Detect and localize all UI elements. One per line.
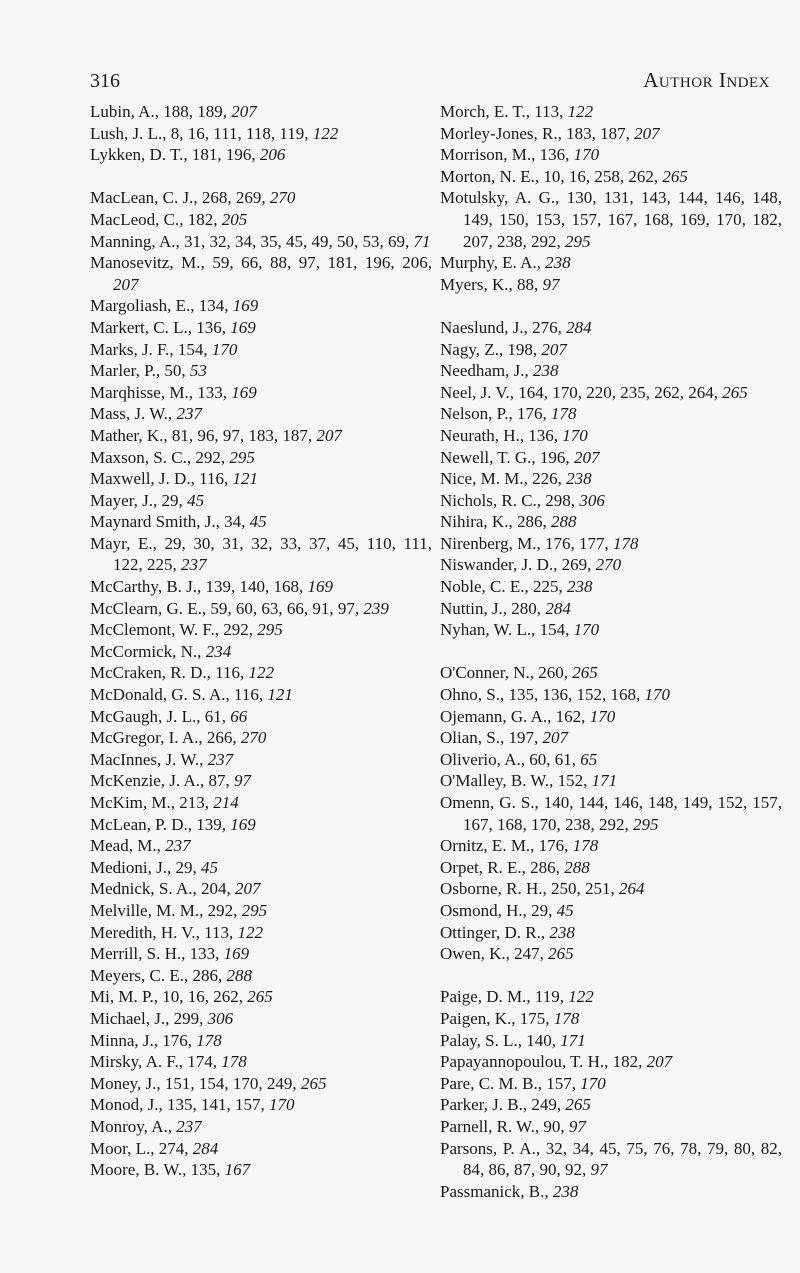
entry-text: Neurath, H., 136, [440, 425, 563, 445]
entry-italic-page: 167 [224, 1160, 251, 1180]
entry-italic-page: 265 [565, 1095, 591, 1115]
entry-text: Lubin, A., 188, 189, [90, 102, 232, 121]
entry-italic-page: 238 [567, 577, 593, 597]
entry-text: McClemont, W. F., 292, [90, 620, 258, 640]
entry-text: McCormick, N., [90, 641, 206, 661]
entry-italic-page: 170 [268, 1095, 295, 1115]
entry-text: MacLeod, C., 182, [90, 209, 222, 229]
entry-italic-page: 237 [176, 1116, 202, 1136]
page-number: 316 [90, 70, 120, 92]
entry-italic-page: 295 [257, 620, 283, 640]
entry-italic-page: 265 [662, 166, 688, 186]
entry-italic-page: 288 [226, 965, 252, 985]
entry-italic-page: 45 [187, 490, 205, 510]
letter-group-gap [90, 166, 432, 188]
entry-text: Naeslund, J., 276, [440, 317, 567, 337]
index-entry [440, 900, 782, 922]
index-entry [90, 447, 432, 469]
index-entry [440, 554, 782, 576]
entry-text: McCarthy, B. J., 139, 140, 168, [90, 577, 308, 597]
entry-italic-page: 206 [259, 145, 286, 165]
index-entry [440, 770, 782, 792]
entry-italic-page: 207 [542, 728, 568, 748]
entry-italic-page: 234 [205, 641, 232, 661]
entry-italic-page: 237 [207, 749, 234, 769]
index-entry [90, 749, 432, 771]
index-entry [90, 641, 432, 663]
entry-italic-page: 265 [300, 1073, 327, 1093]
entry-text: McCraken, R. D., 116, [90, 663, 249, 683]
index-entry [90, 965, 432, 987]
entry-text: Niswander, J. D., 269, [440, 555, 596, 575]
entry-italic-page: 178 [553, 1008, 580, 1028]
entry-text: Neel, J. V., 164, 170, 220, 235, 262, 264, [440, 382, 723, 402]
entry-text: Marler, P., 50, [90, 361, 190, 381]
index-entry [440, 662, 782, 684]
index-entry [90, 231, 432, 253]
entry-italic-page: 122 [248, 663, 274, 683]
index-entry [440, 706, 782, 728]
index-entry [90, 900, 432, 922]
entry-text: Morch, E. T., 113, [440, 102, 568, 121]
entry-text: Marqhisse, M., 133, [90, 382, 232, 402]
entry-italic-page: 170 [644, 685, 670, 705]
entry-text: Mead, M., [90, 836, 166, 856]
entry-text: Mi, M. P., 10, 16, 262, [90, 987, 248, 1007]
entry-text: Monod, J., 135, 141, 157, [90, 1095, 269, 1115]
index-entry [90, 360, 432, 382]
entry-text: Minna, J., 176, [90, 1030, 197, 1050]
entry-text: Mather, K., 81, 96, 97, 183, 187, [90, 425, 317, 445]
entry-text: Motulsky, A. G., 130, 131, 143, 144, 146, 148, 149, 150, 153, 157, 167, 168, 169, 170, 182, 207, 238, 292, [440, 188, 782, 251]
entry-italic-page: 169 [230, 814, 256, 834]
entry-text: O'Conner, N., 260, [440, 663, 573, 683]
index-entry [90, 144, 432, 166]
entry-text: Olian, S., 197, [440, 728, 543, 748]
entry-text: Morley-Jones, R., 183, 187, [440, 123, 635, 143]
entry-text: Orpet, R. E., 286, [440, 857, 565, 877]
entry-italic-page: 270 [240, 728, 267, 748]
index-entry [440, 878, 782, 900]
index-entry [90, 1094, 432, 1116]
index-entry [90, 598, 432, 620]
index-entry [90, 1138, 432, 1160]
entry-italic-page: 53 [189, 361, 207, 381]
entry-italic-page: 121 [232, 469, 258, 489]
entry-italic-page: 97 [234, 771, 252, 791]
index-entry [90, 943, 432, 965]
entry-text: Papayannopoulou, T. H., 182, [440, 1052, 647, 1072]
entry-italic-page: 284 [566, 317, 592, 337]
index-entry [440, 943, 782, 965]
entry-italic-page: 66 [230, 706, 248, 726]
entry-text: Ojemann, G. A., 162, [440, 706, 590, 726]
entry-italic-page: 238 [552, 1181, 579, 1201]
entry-text: Mayer, J., 29, [90, 490, 188, 510]
index-entry [440, 274, 782, 296]
entry-text: Medioni, J., 29, [90, 857, 201, 877]
entry-italic-page: 207 [316, 425, 342, 445]
entry-italic-page: 306 [579, 490, 605, 510]
index-entry [440, 1073, 782, 1095]
entry-text: Nelson, P., 176, [440, 404, 551, 424]
entry-text: Murphy, E. A., [440, 253, 546, 273]
entry-italic-page: 169 [307, 577, 334, 597]
index-entry [440, 857, 782, 879]
entry-italic-page: 170 [580, 1073, 606, 1093]
index-entry [90, 878, 432, 900]
entry-italic-page: 169 [230, 317, 256, 337]
entry-text: Nihira, K., 286, [440, 512, 551, 532]
entry-text: Mirsky, A. F., 174, [90, 1052, 222, 1072]
entry-italic-page: 122 [312, 123, 339, 143]
entry-italic-page: 284 [192, 1138, 219, 1158]
entry-text: Moor, L., 274, [90, 1138, 193, 1158]
entry-text: Osborne, R. H., 250, 251, [440, 879, 619, 899]
entry-text: Noble, C. E., 225, [440, 577, 568, 597]
entry-italic-page: 205 [221, 209, 248, 229]
entry-italic-page: 238 [533, 361, 559, 381]
entry-text: Parnell, R. W., 90, [440, 1116, 569, 1136]
entry-text: Morrison, M., 136, [440, 145, 574, 165]
index-entry [90, 576, 432, 598]
entry-italic-page: 207 [646, 1052, 673, 1072]
index-entry [440, 533, 782, 555]
index-entry [440, 339, 782, 361]
index-entry [90, 123, 432, 145]
index-entry [440, 598, 782, 620]
entry-text: Ornitz, E. M., 176, [440, 836, 573, 856]
entry-text: Nichols, R. C., 298, [440, 490, 580, 510]
index-entry [440, 1181, 782, 1203]
index-entry [440, 360, 782, 382]
entry-text: Passmanick, B., [440, 1181, 553, 1201]
entry-italic-page: 270 [595, 555, 622, 575]
entry-text: Meredith, H. V., 113, [90, 922, 238, 942]
entry-text: Oliverio, A., 60, 61, [440, 749, 581, 769]
entry-text: Parsons, P. A., 32, 34, 45, 75, 76, 78, 79, 80, 82, 84, 86, 87, 90, 92, [440, 1138, 782, 1180]
entry-italic-page: 207 [634, 123, 660, 143]
index-entry [90, 835, 432, 857]
index-entry [90, 187, 432, 209]
entry-text: Mass, J. W., [90, 404, 177, 424]
entry-text: Marks, J. F., 154, [90, 339, 212, 359]
index-entry [90, 1030, 432, 1052]
entry-text: Needham, J., [440, 361, 534, 381]
entry-italic-page: 207 [541, 339, 567, 359]
index-entry [90, 403, 432, 425]
index-entry [90, 339, 432, 361]
entry-text: Meyers, C. E., 286, [90, 965, 227, 985]
index-entry [90, 662, 432, 684]
index-entry [440, 101, 782, 123]
entry-italic-page: 238 [545, 253, 571, 273]
entry-italic-page: 122 [237, 922, 263, 942]
index-entry [440, 447, 782, 469]
index-entry [440, 619, 782, 641]
index-entry [440, 727, 782, 749]
entry-text: McClearn, G. E., 59, 60, 63, 66, 91, 97, [90, 598, 364, 618]
entry-italic-page: 178 [221, 1052, 247, 1072]
entry-italic-page: 207 [231, 102, 257, 121]
index-entry [440, 317, 782, 339]
entry-text: Nuttin, J., 280, [440, 598, 546, 618]
entry-italic-page: 171 [560, 1030, 586, 1050]
entry-italic-page: 237 [176, 404, 202, 424]
index-entry [440, 792, 782, 835]
index-entry [440, 1138, 782, 1181]
entry-text: Maxson, S. C., 292, [90, 447, 230, 467]
index-entry [90, 1159, 432, 1181]
entry-text: MacInnes, J. W., [90, 749, 208, 769]
entry-italic-page: 169 [223, 944, 250, 964]
entry-text: Ohno, S., 135, 136, 152, 168, [440, 685, 645, 705]
entry-italic-page: 170 [562, 425, 588, 445]
entry-text: McDonald, G. S. A., 116, [90, 685, 268, 705]
index-entry [440, 144, 782, 166]
index-entry [440, 922, 782, 944]
entry-italic-page: 169 [231, 382, 257, 402]
entry-text: Merrill, S. H., 133, [90, 944, 224, 964]
entry-italic-page: 239 [363, 598, 389, 618]
entry-italic-page: 170 [589, 706, 616, 726]
entry-text: Paige, D. M., 119, [440, 987, 569, 1007]
entry-text: Omenn, G. S., 140, 144, 146, 148, 149, 152, 157, 167, 168, 170, 238, 292, [440, 793, 782, 834]
entry-text: Manning, A., 31, 32, 34, 35, 45, 49, 50, 53, 69, [90, 231, 414, 251]
entry-italic-page: 284 [545, 598, 571, 618]
index-entry [90, 1116, 432, 1138]
index-entry [90, 1051, 432, 1073]
entry-text: Nyhan, W. L., 154, [440, 620, 574, 640]
entry-text: Maxwell, J. D., 116, [90, 469, 233, 489]
index-entry [440, 403, 782, 425]
index-entry [90, 770, 432, 792]
entry-text: Parker, J. B., 249, [440, 1095, 566, 1115]
index-entry [90, 619, 432, 641]
entry-italic-page: 97 [590, 1160, 608, 1180]
entry-text: Nagy, Z., 198, [440, 339, 542, 359]
running-title: Author Index [643, 68, 770, 92]
index-entry [440, 123, 782, 145]
entry-italic-page: 265 [572, 663, 598, 683]
index-entry [440, 684, 782, 706]
index-entry [440, 468, 782, 490]
entry-italic-page: 171 [591, 771, 618, 791]
entry-italic-page: 288 [564, 857, 590, 877]
index-entry [90, 533, 432, 576]
entry-italic-page: 45 [249, 512, 267, 532]
entry-italic-page: 207 [573, 447, 600, 467]
entry-text: Lykken, D. T., 181, 196, [90, 145, 260, 165]
index-entry [440, 490, 782, 512]
entry-italic-page: 170 [211, 339, 238, 359]
entry-text: O'Malley, B. W., 152, [440, 771, 592, 791]
index-entry [90, 727, 432, 749]
entry-text: Maynard Smith, J., 34, [90, 512, 250, 532]
letter-group-gap [440, 965, 782, 987]
entry-text: Moore, B. W., 135, [90, 1160, 225, 1180]
index-entry [90, 382, 432, 404]
entry-italic-page: 295 [229, 447, 255, 467]
entry-italic-page: 178 [550, 404, 577, 424]
index-entry [440, 986, 782, 1008]
entry-italic-page: 265 [548, 944, 574, 964]
index-entry [90, 511, 432, 533]
index-entry [90, 857, 432, 879]
entry-text: Newell, T. G., 196, [440, 447, 574, 467]
entry-text: Myers, K., 88, [440, 274, 543, 294]
entry-italic-page: 45 [200, 857, 218, 877]
index-entry [440, 252, 782, 274]
entry-italic-page: 264 [618, 879, 645, 899]
entry-text: McGaugh, J. L., 61, [90, 706, 231, 726]
index-entry [440, 835, 782, 857]
entry-text: Melville, M. M., 292, [90, 900, 242, 920]
entry-italic-page: 207 [234, 879, 261, 899]
letter-group-gap [440, 641, 782, 663]
entry-text: Mednick, S. A., 204, [90, 879, 235, 899]
entry-text: Owen, K., 247, [440, 944, 549, 964]
entry-text: McKim, M., 213, [90, 793, 214, 812]
entry-italic-page: 97 [568, 1116, 586, 1136]
entry-text: Palay, S. L., 140, [440, 1030, 561, 1050]
entry-text: Markert, C. L., 136, [90, 317, 231, 337]
entry-text: McKenzie, J. A., 87, [90, 771, 235, 791]
entry-text: MacLean, C. J., 268, 269, [90, 188, 270, 208]
entry-text: Nirenberg, M., 176, 177, [440, 533, 613, 553]
entry-italic-page: 238 [549, 922, 575, 942]
index-column-left [90, 101, 432, 1181]
index-entry [90, 101, 432, 123]
entry-italic-page: 71 [413, 231, 431, 251]
entry-text: Ottinger, D. R., [440, 922, 550, 942]
index-entry [90, 1073, 432, 1095]
index-entry [90, 684, 432, 706]
index-entry [90, 317, 432, 339]
index-entry [90, 1008, 432, 1030]
entry-italic-page: 65 [580, 749, 598, 769]
entry-text: Osmond, H., 29, [440, 900, 557, 920]
entry-text: Mayr, E., 29, 30, 31, 32, 33, 37, 45, 110, 111, 122, 225, [90, 533, 432, 575]
entry-text: Pare, C. M. B., 157, [440, 1073, 581, 1093]
index-entry [90, 295, 432, 317]
index-entry [90, 986, 432, 1008]
entry-italic-page: 237 [165, 836, 191, 856]
index-entry [440, 511, 782, 533]
entry-text: Morton, N. E., 10, 16, 258, 262, [440, 166, 663, 186]
index-entry [440, 1030, 782, 1052]
entry-text: McGregor, I. A., 266, [90, 728, 241, 748]
index-entry [440, 1116, 782, 1138]
index-entry [90, 792, 432, 814]
entry-italic-page: 45 [556, 900, 574, 920]
entry-text: Paigen, K., 175, [440, 1008, 554, 1028]
index-entry [90, 814, 432, 836]
entry-text: McLean, P. D., 139, [90, 814, 231, 834]
entry-italic-page: 238 [566, 469, 592, 489]
entry-italic-page: 122 [568, 987, 594, 1007]
entry-text: Money, J., 151, 154, 170, 249, [90, 1073, 301, 1093]
index-entry [440, 187, 782, 252]
index-entry [440, 1094, 782, 1116]
entry-italic-page: 121 [267, 685, 293, 705]
entry-italic-page: 288 [550, 512, 577, 532]
entry-italic-page: 265 [247, 987, 273, 1007]
entry-italic-page: 178 [572, 836, 599, 856]
index-entry [90, 425, 432, 447]
index-entry [440, 382, 782, 404]
index-entry [440, 425, 782, 447]
entry-italic-page: 237 [181, 555, 207, 575]
entry-text: Lush, J. L., 8, 16, 111, 118, 119, [90, 123, 313, 143]
entry-italic-page: 295 [241, 900, 268, 920]
entry-italic-page: 178 [196, 1030, 222, 1050]
entry-italic-page: 170 [573, 145, 600, 165]
index-entry [90, 209, 432, 231]
entry-italic-page: 122 [567, 102, 594, 121]
entry-italic-page: 295 [633, 814, 659, 834]
index-entry [90, 490, 432, 512]
index-entry [440, 1051, 782, 1073]
entry-text: Manosevitz, M., 59, 66, 88, 97, 181, 196, 206, [90, 253, 432, 273]
index-entry [90, 922, 432, 944]
entry-italic-page: 270 [269, 188, 296, 208]
entry-italic-page: 306 [207, 1008, 234, 1028]
index-entry [90, 706, 432, 728]
page-header [90, 68, 770, 93]
entry-italic-page: 169 [232, 296, 259, 316]
entry-text: Michael, J., 299, [90, 1008, 208, 1028]
index-entry [90, 468, 432, 490]
index-entry [440, 576, 782, 598]
index-entry [90, 252, 432, 295]
entry-text: Monroy, A., [90, 1116, 177, 1136]
letter-group-gap [440, 295, 782, 317]
index-entry [440, 749, 782, 771]
entry-italic-page: 207 [113, 274, 139, 294]
entry-italic-page: 295 [565, 231, 591, 251]
entry-italic-page: 178 [612, 533, 639, 553]
index-entry [440, 166, 782, 188]
entry-italic-page: 97 [542, 274, 560, 294]
entry-italic-page: 265 [722, 382, 748, 402]
entry-italic-page: 170 [573, 620, 600, 640]
entry-italic-page: 214 [213, 793, 239, 812]
entry-text: Nice, M. M., 226, [440, 469, 567, 489]
entry-text: Margoliash, E., 134, [90, 296, 233, 316]
index-column-right [440, 101, 782, 1202]
index-entry [440, 1008, 782, 1030]
